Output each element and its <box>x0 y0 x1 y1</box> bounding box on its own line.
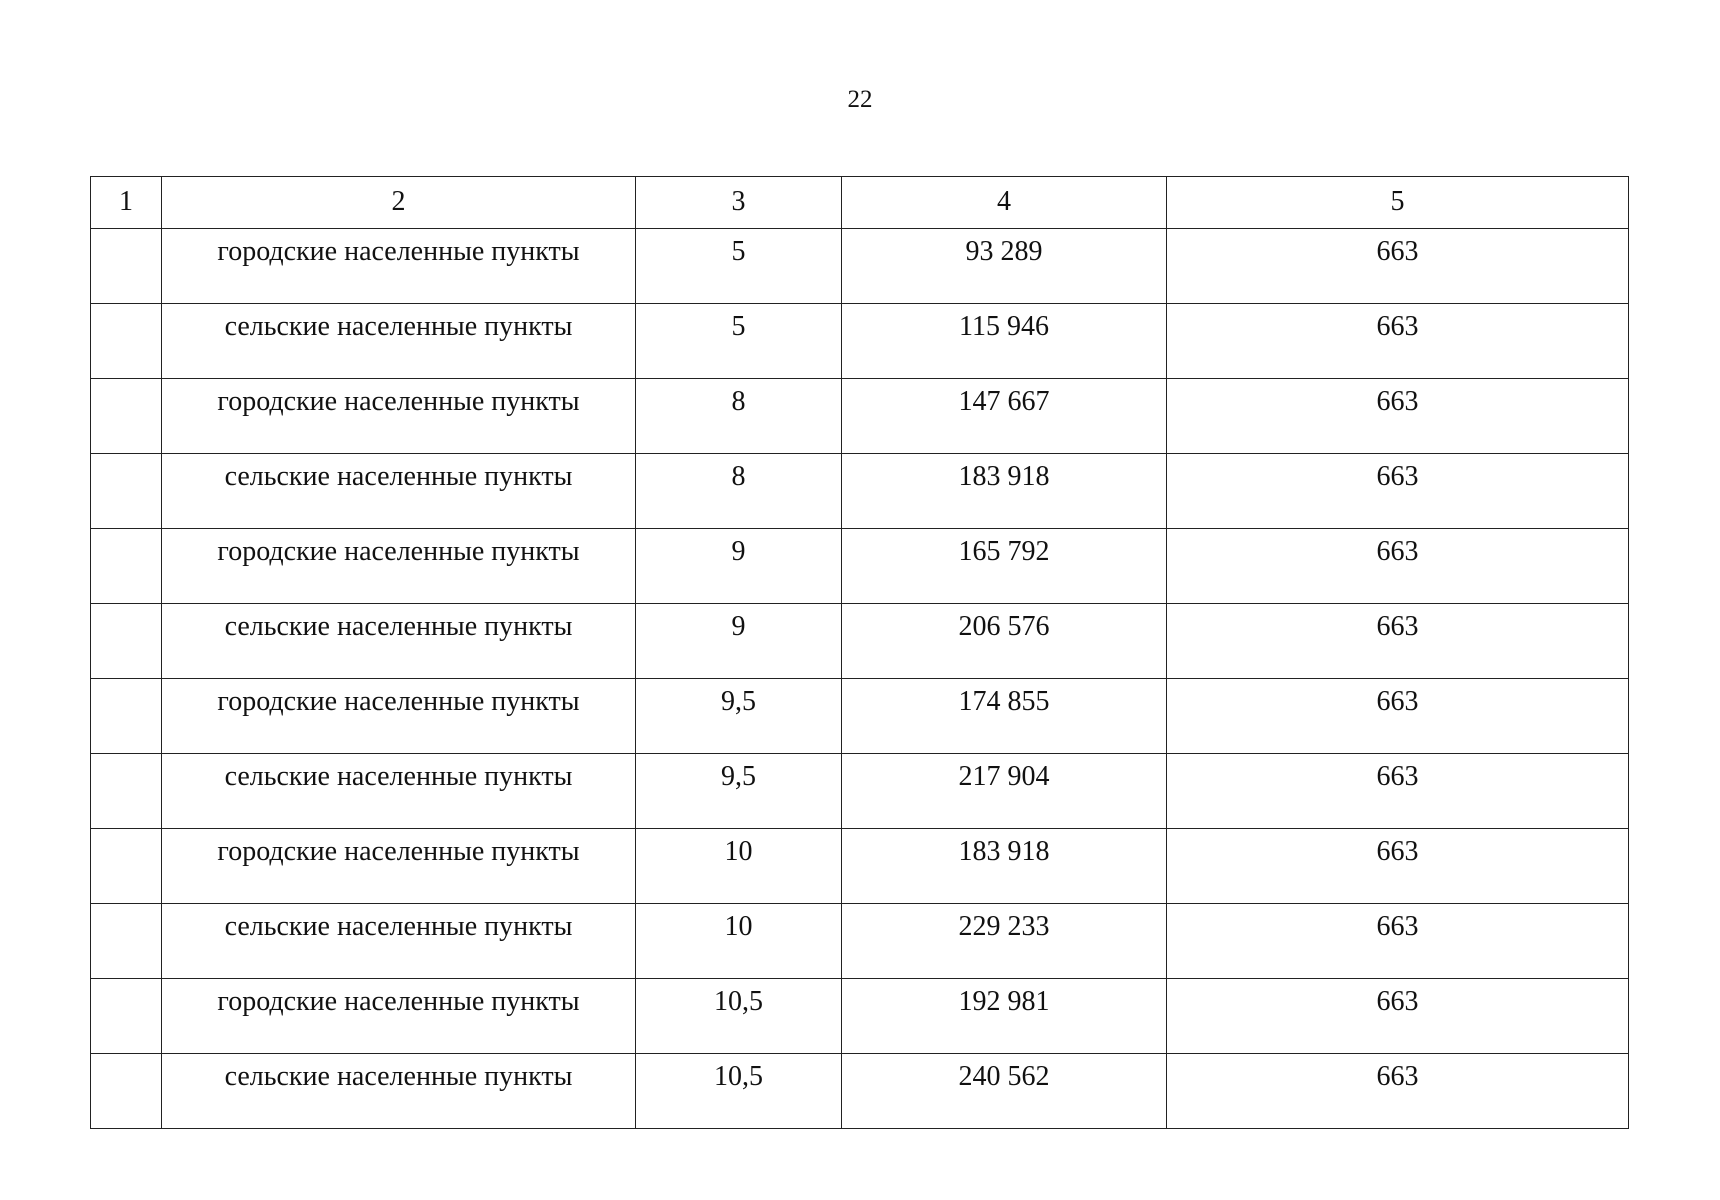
settlement-type-cell: городские населенные пункты <box>162 829 636 904</box>
row-number-cell <box>91 979 162 1054</box>
settlement-type-cell: городские населенные пункты <box>162 679 636 754</box>
coefficient-cell: 5 <box>636 304 842 379</box>
settlement-type-cell: сельские населенные пункты <box>162 754 636 829</box>
table-row <box>91 1054 1629 1129</box>
code-cell: 663 <box>1167 829 1629 904</box>
amount-cell: 217 904 <box>842 754 1167 829</box>
row-number-cell <box>91 229 162 304</box>
amount-cell: 229 233 <box>842 904 1167 979</box>
table-row <box>91 529 1629 604</box>
coefficient-cell: 9,5 <box>636 754 842 829</box>
code-cell: 663 <box>1167 379 1629 454</box>
row-number-cell <box>91 454 162 529</box>
row-number-cell <box>91 604 162 679</box>
settlement-type-cell: городские населенные пункты <box>162 379 636 454</box>
amount-cell: 192 981 <box>842 979 1167 1054</box>
row-number-cell <box>91 304 162 379</box>
coefficient-cell: 9 <box>636 604 842 679</box>
header-cell-2: 2 <box>162 177 636 229</box>
amount-cell: 165 792 <box>842 529 1167 604</box>
row-number-cell <box>91 754 162 829</box>
row-number-cell <box>91 829 162 904</box>
code-cell: 663 <box>1167 904 1629 979</box>
settlement-type-cell: городские населенные пункты <box>162 529 636 604</box>
settlement-type-cell: сельские населенные пункты <box>162 604 636 679</box>
header-cell-5: 5 <box>1167 177 1629 229</box>
table-row <box>91 829 1629 904</box>
code-cell: 663 <box>1167 1054 1629 1129</box>
coefficient-cell: 9 <box>636 529 842 604</box>
coefficient-cell: 10,5 <box>636 979 842 1054</box>
amount-cell: 183 918 <box>842 454 1167 529</box>
table-row <box>91 604 1629 679</box>
amount-cell: 183 918 <box>842 829 1167 904</box>
data-table <box>90 176 1629 1129</box>
coefficient-cell: 5 <box>636 229 842 304</box>
code-cell: 663 <box>1167 454 1629 529</box>
page-number: 22 <box>847 86 873 113</box>
amount-cell: 206 576 <box>842 604 1167 679</box>
amount-cell: 240 562 <box>842 1054 1167 1129</box>
table-row <box>91 679 1629 754</box>
table-row <box>91 454 1629 529</box>
header-cell-4: 4 <box>842 177 1167 229</box>
code-cell: 663 <box>1167 229 1629 304</box>
row-number-cell <box>91 529 162 604</box>
settlement-type-cell: сельские населенные пункты <box>162 904 636 979</box>
table-header-row <box>91 177 1629 229</box>
amount-cell: 115 946 <box>842 304 1167 379</box>
coefficient-cell: 8 <box>636 454 842 529</box>
coefficient-cell: 9,5 <box>636 679 842 754</box>
code-cell: 663 <box>1167 679 1629 754</box>
table-row <box>91 904 1629 979</box>
table-row <box>91 979 1629 1054</box>
amount-cell: 147 667 <box>842 379 1167 454</box>
settlement-type-cell: сельские населенные пункты <box>162 304 636 379</box>
header-cell-3: 3 <box>636 177 842 229</box>
code-cell: 663 <box>1167 979 1629 1054</box>
code-cell: 663 <box>1167 754 1629 829</box>
amount-cell: 174 855 <box>842 679 1167 754</box>
settlement-type-cell: городские населенные пункты <box>162 979 636 1054</box>
row-number-cell <box>91 679 162 754</box>
coefficient-cell: 8 <box>636 379 842 454</box>
coefficient-cell: 10 <box>636 904 842 979</box>
table-row <box>91 304 1629 379</box>
settlement-type-cell: сельские населенные пункты <box>162 454 636 529</box>
settlement-type-cell: городские населенные пункты <box>162 229 636 304</box>
settlement-type-cell: сельские населенные пункты <box>162 1054 636 1129</box>
header-cell-1: 1 <box>91 177 162 229</box>
row-number-cell <box>91 1054 162 1129</box>
coefficient-cell: 10,5 <box>636 1054 842 1129</box>
row-number-cell <box>91 379 162 454</box>
coefficient-cell: 10 <box>636 829 842 904</box>
table-row <box>91 379 1629 454</box>
table-row <box>91 754 1629 829</box>
code-cell: 663 <box>1167 304 1629 379</box>
code-cell: 663 <box>1167 529 1629 604</box>
amount-cell: 93 289 <box>842 229 1167 304</box>
code-cell: 663 <box>1167 604 1629 679</box>
row-number-cell <box>91 904 162 979</box>
table-row <box>91 229 1629 304</box>
